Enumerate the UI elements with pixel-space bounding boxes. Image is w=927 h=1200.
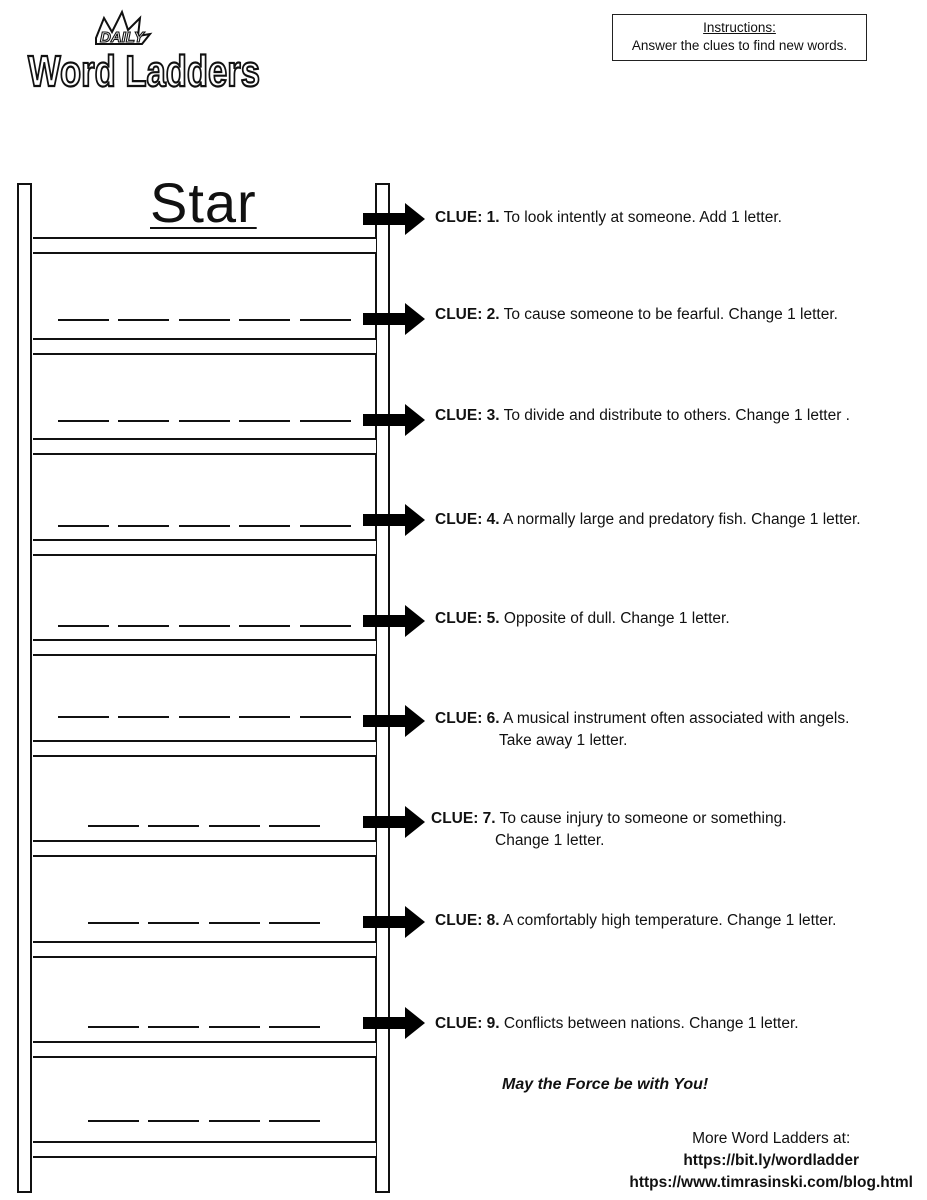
clue-3 (435, 405, 850, 427)
clue-2 (435, 304, 838, 326)
letter-blank[interactable] (148, 1120, 199, 1122)
clue-6 (435, 708, 849, 752)
letter-blank[interactable] (179, 420, 230, 422)
letter-blank[interactable] (179, 716, 230, 718)
answer-blanks-8[interactable] (88, 922, 321, 926)
answer-blanks-6[interactable] (58, 716, 351, 720)
arrow-right-icon (363, 705, 425, 737)
letter-blank[interactable] (300, 525, 351, 527)
more-ladders (629, 1128, 913, 1194)
clue-text-continued: Take away 1 letter. (499, 732, 628, 749)
letter-blank[interactable] (239, 525, 290, 527)
ladder-rung (33, 539, 376, 556)
ladder-rung (33, 438, 376, 455)
letter-blank[interactable] (239, 319, 290, 321)
letter-blank[interactable] (179, 319, 230, 321)
clue-text: A comfortably high temperature. Change 1 letter. (499, 912, 837, 929)
more-label: More Word Ladders at: (692, 1130, 851, 1147)
clue-text: To cause someone to be fearful. Change 1 letter. (499, 306, 838, 323)
letter-blank[interactable] (88, 1026, 139, 1028)
letter-blank[interactable] (269, 922, 320, 924)
ladder-rung (33, 639, 376, 656)
clue-4 (435, 509, 861, 531)
clue-label: CLUE: 9. (435, 1015, 500, 1032)
arrow-right-icon (363, 806, 425, 838)
daily-word-ladders-logo (26, 10, 266, 100)
clue-text: Opposite of dull. Change 1 letter. (499, 610, 730, 627)
letter-blank[interactable] (58, 625, 109, 627)
letter-blank[interactable] (209, 825, 260, 827)
letter-blank[interactable] (269, 1120, 320, 1122)
instructions-text: Answer the clues to find new words. (631, 38, 848, 53)
letter-blank[interactable] (209, 1120, 260, 1122)
clue-label: CLUE: 6. (435, 710, 500, 727)
ladder-rung (33, 237, 376, 254)
letter-blank[interactable] (118, 420, 169, 422)
letter-blank[interactable] (88, 825, 139, 827)
ladder-rung (33, 941, 376, 958)
start-word: Star (150, 171, 257, 234)
letter-blank[interactable] (58, 525, 109, 527)
arrow-right-icon (363, 1007, 425, 1039)
clue-text: Conflicts between nations. Change 1 letter. (499, 1015, 799, 1032)
arrow-right-icon (363, 303, 425, 335)
letter-blank[interactable] (148, 1026, 199, 1028)
clue-label: CLUE: 2. (435, 306, 500, 323)
letter-blank[interactable] (148, 825, 199, 827)
clue-label: CLUE: 4. (435, 511, 500, 528)
letter-blank[interactable] (269, 825, 320, 827)
clue-label: CLUE: 7. (431, 810, 496, 827)
letter-blank[interactable] (209, 922, 260, 924)
clue-7 (431, 808, 787, 852)
logo-main-text: Word Ladders (28, 47, 260, 96)
answer-blanks-5[interactable] (58, 625, 351, 629)
letter-blank[interactable] (209, 1026, 260, 1028)
answer-blanks-9[interactable] (88, 1026, 321, 1030)
ladder-rung (33, 740, 376, 757)
clue-text: To divide and distribute to others. Change 1 letter . (499, 407, 850, 424)
letter-blank[interactable] (148, 922, 199, 924)
arrow-right-icon (363, 504, 425, 536)
answer-blanks-10[interactable] (88, 1120, 321, 1124)
clue-8 (435, 910, 836, 932)
letter-blank[interactable] (239, 716, 290, 718)
letter-blank[interactable] (269, 1026, 320, 1028)
clue-5 (435, 608, 730, 630)
link-bitly[interactable]: https://bit.ly/wordladder (683, 1152, 860, 1169)
letter-blank[interactable] (179, 625, 230, 627)
letter-blank[interactable] (300, 420, 351, 422)
clue-label: CLUE: 3. (435, 407, 500, 424)
clue-text-continued: Change 1 letter. (495, 832, 605, 849)
instructions-box (612, 14, 867, 61)
clue-text: To cause injury to someone or something. (495, 810, 787, 827)
letter-blank[interactable] (58, 319, 109, 321)
link-blog[interactable]: https://www.timrasinski.com/blog.html (629, 1174, 913, 1191)
logo-daily-text: DAILY (100, 29, 144, 46)
clue-text: A normally large and predatory fish. Change 1 letter. (499, 511, 861, 528)
arrow-right-icon (363, 404, 425, 436)
letter-blank[interactable] (179, 525, 230, 527)
clue-text: A musical instrument often associated with angels. (499, 710, 850, 727)
answer-blanks-3[interactable] (58, 420, 351, 424)
ladder-rung (33, 338, 376, 355)
arrow-right-icon (363, 203, 425, 235)
arrow-right-icon (363, 605, 425, 637)
clue-1 (435, 207, 782, 229)
clue-label: CLUE: 5. (435, 610, 500, 627)
letter-blank[interactable] (88, 922, 139, 924)
letter-blank[interactable] (239, 420, 290, 422)
clue-label: CLUE: 1. (435, 209, 500, 226)
answer-blanks-7[interactable] (88, 825, 321, 829)
clue-text: To look intently at someone. Add 1 letter. (499, 209, 782, 226)
letter-blank[interactable] (300, 625, 351, 627)
letter-blank[interactable] (118, 319, 169, 321)
clue-9 (435, 1013, 799, 1035)
ladder-left-rail (17, 183, 32, 1193)
ladder-rung (33, 1041, 376, 1058)
sign-off: May the Force be with You! (502, 1076, 709, 1093)
answer-blanks-4[interactable] (58, 525, 351, 529)
letter-blank[interactable] (300, 716, 351, 718)
letter-blank[interactable] (58, 716, 109, 718)
letter-blank[interactable] (118, 525, 169, 527)
instructions-title: Instructions: (703, 20, 776, 35)
letter-blank[interactable] (88, 1120, 139, 1122)
arrow-right-icon (363, 906, 425, 938)
answer-blanks-2[interactable] (58, 319, 351, 323)
clue-label: CLUE: 8. (435, 912, 500, 929)
letter-blank[interactable] (118, 625, 169, 627)
letter-blank[interactable] (239, 625, 290, 627)
ladder-rung (33, 840, 376, 857)
ladder-rung (33, 1141, 376, 1158)
letter-blank[interactable] (300, 319, 351, 321)
letter-blank[interactable] (58, 420, 109, 422)
letter-blank[interactable] (118, 716, 169, 718)
